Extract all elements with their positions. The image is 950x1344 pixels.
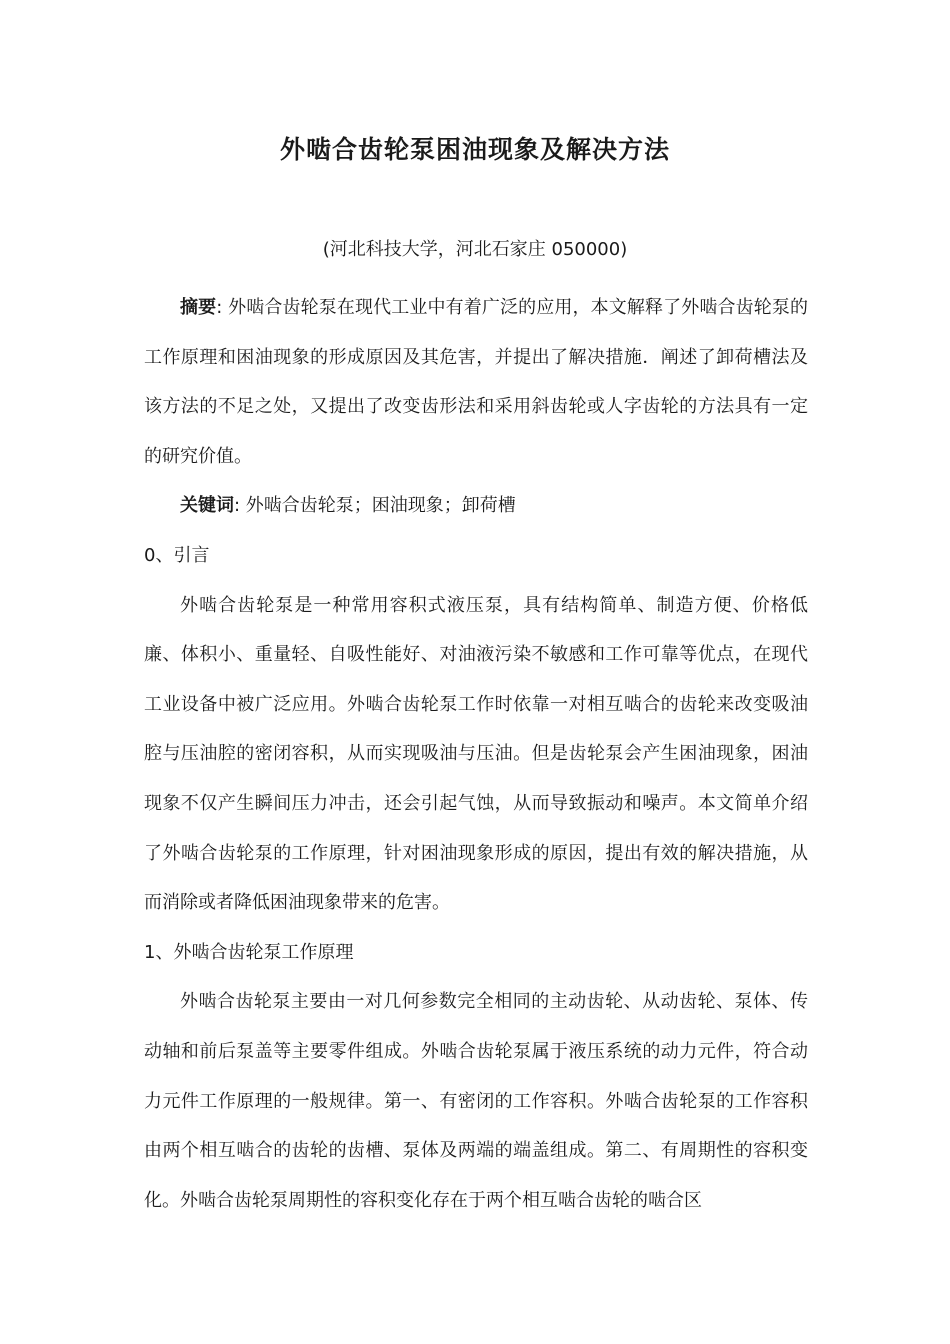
keywords-paragraph <box>144 481 808 531</box>
keywords-label: 关键词 <box>180 495 234 517</box>
author-affiliation: (河北科技大学，河北石家庄 050000) <box>322 239 628 260</box>
abstract-label: 摘要 <box>180 297 217 318</box>
abstract-paragraph <box>144 283 808 481</box>
abstract-text: : 外啮合齿轮泵在现代工业中有着广泛的应用，本文解释了外啮合齿轮泵的工作原理和困油现象的形成原因及其危害，并提出了解决措施．阐述了卸荷槽法及该方法的不足之处，又提出了改变齿形法和采用斜齿轮或人字齿轮的方法具有一定的研究价值。 <box>144 297 808 467</box>
introduction-paragraph: 外啮合齿轮泵是一种常用容积式液压泵，具有结构简单、制造方便、价格低廉、体积小、重量轻、自吸性能好、对油液污染不敏感和工作可靠等优点，在现代工业设备中被广泛应用。外啮合齿轮泵工作时依靠一对相互啮合的齿轮来改变吸油腔与压油腔的密闭容积，从而实现吸油与压油。但是齿轮泵会产生困油现象，困油现象不仅产生瞬间压力冲击，还会引起气蚀，从而导致振动和噪声。本文简单介绍了外啮合齿轮泵的工作原理，针对困油现象形成的原因，提出有效的解决措施，从而消除或者降低困油现象带来的危害。 <box>144 594 808 914</box>
keywords-text: : 外啮合齿轮泵；困油现象；卸荷槽 <box>234 495 516 517</box>
section-heading-introduction: 0、引言 <box>144 544 210 566</box>
paper-body <box>144 283 808 1225</box>
working-principle-paragraph: 外啮合齿轮泵主要由一对几何参数完全相同的主动齿轮、从动齿轮、泵体、传动轴和前后泵盖等主要零件组成。外啮合齿轮泵属于液压系统的动力元件，符合动力元件工作原理的一般规律。第一、有密闭的工作容积。外啮合齿轮泵的工作容积由两个相互啮合的齿轮的齿槽、泵体及两端的端盖组成。第二、有周期性的容积变化。外啮合齿轮泵周期性的容积变化存在于两个相互啮合齿轮的啮合区 <box>144 991 808 1211</box>
paper-title: 外啮合齿轮泵困油现象及解决方法 <box>279 135 670 164</box>
section-heading-working-principle: 1、外啮合齿轮泵工作原理 <box>144 941 354 963</box>
